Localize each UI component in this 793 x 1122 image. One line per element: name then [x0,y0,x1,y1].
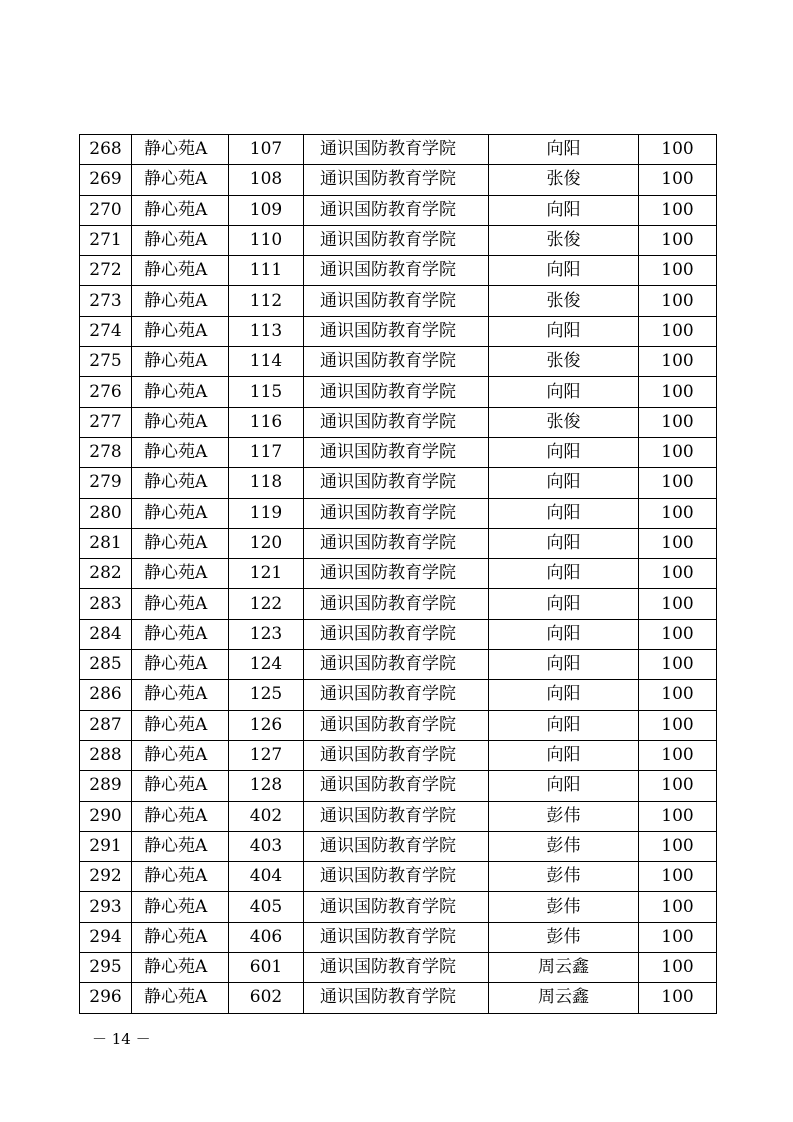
cell-building: 静心苑A [132,983,229,1013]
table-row [80,680,717,710]
cell-score: 100 [639,468,717,498]
cell-room-number: 115 [229,377,304,407]
cell-serial-number: 291 [80,831,132,861]
cell-room-number: 114 [229,347,304,377]
cell-inspector-name: 张俊 [489,347,639,377]
cell-score: 100 [639,498,717,528]
cell-serial-number: 296 [80,983,132,1013]
cell-inspector-name: 向阳 [489,256,639,286]
cell-score: 100 [639,135,717,165]
cell-room-number: 128 [229,771,304,801]
cell-college: 通识国防教育学院 [304,195,489,225]
cell-college: 通识国防教育学院 [304,892,489,922]
table-row [80,619,717,649]
cell-serial-number: 293 [80,892,132,922]
cell-score: 100 [639,922,717,952]
table-body [80,135,717,1014]
cell-serial-number: 273 [80,286,132,316]
cell-building: 静心苑A [132,831,229,861]
cell-building: 静心苑A [132,347,229,377]
cell-college: 通识国防教育学院 [304,316,489,346]
cell-inspector-name: 向阳 [489,650,639,680]
cell-serial-number: 280 [80,498,132,528]
cell-score: 100 [639,195,717,225]
cell-score: 100 [639,650,717,680]
cell-room-number: 403 [229,831,304,861]
cell-serial-number: 274 [80,316,132,346]
cell-score: 100 [639,165,717,195]
cell-college: 通识国防教育学院 [304,256,489,286]
cell-building: 静心苑A [132,922,229,952]
cell-building: 静心苑A [132,953,229,983]
cell-building: 静心苑A [132,892,229,922]
cell-room-number: 110 [229,225,304,255]
cell-inspector-name: 向阳 [489,498,639,528]
table-row [80,165,717,195]
cell-serial-number: 294 [80,922,132,952]
cell-room-number: 127 [229,740,304,770]
table-row [80,892,717,922]
cell-room-number: 109 [229,195,304,225]
cell-college: 通识国防教育学院 [304,710,489,740]
cell-inspector-name: 向阳 [489,195,639,225]
cell-college: 通识国防教育学院 [304,437,489,467]
table-row [80,831,717,861]
cell-score: 100 [639,407,717,437]
cell-building: 静心苑A [132,437,229,467]
cell-room-number: 118 [229,468,304,498]
table-row [80,559,717,589]
cell-room-number: 107 [229,135,304,165]
cell-serial-number: 271 [80,225,132,255]
cell-building: 静心苑A [132,195,229,225]
cell-inspector-name: 张俊 [489,286,639,316]
cell-college: 通识国防教育学院 [304,953,489,983]
cell-score: 100 [639,347,717,377]
table-row [80,468,717,498]
cell-inspector-name: 张俊 [489,165,639,195]
table-row [80,983,717,1013]
cell-college: 通识国防教育学院 [304,286,489,316]
table-row [80,528,717,558]
cell-inspector-name: 向阳 [489,528,639,558]
cell-building: 静心苑A [132,528,229,558]
cell-serial-number: 289 [80,771,132,801]
table-row [80,286,717,316]
cell-score: 100 [639,377,717,407]
cell-college: 通识国防教育学院 [304,498,489,528]
cell-inspector-name: 彭伟 [489,922,639,952]
cell-college: 通识国防教育学院 [304,922,489,952]
cell-room-number: 113 [229,316,304,346]
table-row [80,862,717,892]
table-row [80,771,717,801]
cell-college: 通识国防教育学院 [304,619,489,649]
cell-serial-number: 283 [80,589,132,619]
cell-score: 100 [639,286,717,316]
cell-score: 100 [639,740,717,770]
cell-building: 静心苑A [132,498,229,528]
cell-building: 静心苑A [132,559,229,589]
cell-room-number: 122 [229,589,304,619]
cell-inspector-name: 彭伟 [489,801,639,831]
table-row [80,740,717,770]
cell-inspector-name: 向阳 [489,135,639,165]
cell-inspector-name: 周云鑫 [489,953,639,983]
cell-serial-number: 292 [80,862,132,892]
table-row [80,498,717,528]
cell-score: 100 [639,892,717,922]
cell-inspector-name: 张俊 [489,225,639,255]
cell-room-number: 405 [229,892,304,922]
cell-college: 通识国防教育学院 [304,589,489,619]
table-row [80,256,717,286]
page-number: － 14 － [92,1030,151,1048]
cell-college: 通识国防教育学院 [304,407,489,437]
cell-serial-number: 284 [80,619,132,649]
cell-college: 通识国防教育学院 [304,135,489,165]
cell-building: 静心苑A [132,862,229,892]
table-row [80,347,717,377]
cell-inspector-name: 向阳 [489,740,639,770]
cell-building: 静心苑A [132,740,229,770]
cell-serial-number: 281 [80,528,132,558]
cell-serial-number: 268 [80,135,132,165]
cell-serial-number: 279 [80,468,132,498]
cell-serial-number: 282 [80,559,132,589]
cell-serial-number: 276 [80,377,132,407]
cell-room-number: 120 [229,528,304,558]
cell-inspector-name: 向阳 [489,468,639,498]
cell-room-number: 117 [229,437,304,467]
cell-building: 静心苑A [132,256,229,286]
cell-building: 静心苑A [132,710,229,740]
cell-room-number: 121 [229,559,304,589]
cell-inspector-name: 周云鑫 [489,983,639,1013]
cell-serial-number: 295 [80,953,132,983]
cell-college: 通识国防教育学院 [304,680,489,710]
cell-college: 通识国防教育学院 [304,831,489,861]
cell-room-number: 126 [229,710,304,740]
cell-serial-number: 270 [80,195,132,225]
cell-room-number: 116 [229,407,304,437]
cell-inspector-name: 向阳 [489,619,639,649]
cell-college: 通识国防教育学院 [304,801,489,831]
cell-college: 通识国防教育学院 [304,225,489,255]
cell-college: 通识国防教育学院 [304,650,489,680]
cell-score: 100 [639,528,717,558]
cell-score: 100 [639,983,717,1013]
cell-room-number: 125 [229,680,304,710]
cell-inspector-name: 向阳 [489,377,639,407]
cell-building: 静心苑A [132,225,229,255]
cell-inspector-name: 向阳 [489,589,639,619]
table-row [80,377,717,407]
table-row [80,316,717,346]
cell-serial-number: 287 [80,710,132,740]
table-row [80,922,717,952]
cell-score: 100 [639,316,717,346]
cell-serial-number: 278 [80,437,132,467]
cell-room-number: 404 [229,862,304,892]
cell-room-number: 112 [229,286,304,316]
table-row [80,225,717,255]
cell-building: 静心苑A [132,468,229,498]
table-row [80,801,717,831]
cell-room-number: 108 [229,165,304,195]
cell-score: 100 [639,801,717,831]
cell-college: 通识国防教育学院 [304,528,489,558]
cell-serial-number: 275 [80,347,132,377]
cell-serial-number: 272 [80,256,132,286]
cell-score: 100 [639,831,717,861]
cell-building: 静心苑A [132,377,229,407]
table-row [80,407,717,437]
cell-score: 100 [639,559,717,589]
cell-serial-number: 288 [80,740,132,770]
cell-building: 静心苑A [132,589,229,619]
cell-serial-number: 269 [80,165,132,195]
cell-inspector-name: 向阳 [489,710,639,740]
table-row [80,437,717,467]
table-row [80,135,717,165]
cell-building: 静心苑A [132,650,229,680]
cell-building: 静心苑A [132,771,229,801]
cell-building: 静心苑A [132,316,229,346]
cell-room-number: 123 [229,619,304,649]
cell-score: 100 [639,619,717,649]
cell-score: 100 [639,771,717,801]
cell-building: 静心苑A [132,407,229,437]
cell-inspector-name: 向阳 [489,680,639,710]
cell-college: 通识国防教育学院 [304,377,489,407]
cell-inspector-name: 彭伟 [489,831,639,861]
cell-college: 通识国防教育学院 [304,983,489,1013]
cell-room-number: 111 [229,256,304,286]
cell-college: 通识国防教育学院 [304,771,489,801]
cell-score: 100 [639,256,717,286]
table-row [80,710,717,740]
cell-room-number: 602 [229,983,304,1013]
dormitory-score-table [79,134,717,1014]
cell-score: 100 [639,953,717,983]
cell-inspector-name: 向阳 [489,771,639,801]
table-row [80,195,717,225]
cell-college: 通识国防教育学院 [304,165,489,195]
cell-college: 通识国防教育学院 [304,468,489,498]
cell-score: 100 [639,437,717,467]
cell-building: 静心苑A [132,135,229,165]
cell-inspector-name: 向阳 [489,316,639,346]
cell-building: 静心苑A [132,619,229,649]
cell-inspector-name: 向阳 [489,559,639,589]
cell-serial-number: 286 [80,680,132,710]
cell-room-number: 406 [229,922,304,952]
cell-inspector-name: 向阳 [489,437,639,467]
cell-serial-number: 277 [80,407,132,437]
cell-college: 通识国防教育学院 [304,559,489,589]
cell-college: 通识国防教育学院 [304,347,489,377]
cell-inspector-name: 彭伟 [489,862,639,892]
cell-room-number: 402 [229,801,304,831]
cell-serial-number: 285 [80,650,132,680]
cell-building: 静心苑A [132,165,229,195]
cell-serial-number: 290 [80,801,132,831]
cell-score: 100 [639,862,717,892]
table-row [80,589,717,619]
cell-building: 静心苑A [132,680,229,710]
cell-room-number: 601 [229,953,304,983]
cell-room-number: 124 [229,650,304,680]
cell-room-number: 119 [229,498,304,528]
cell-score: 100 [639,589,717,619]
table-row [80,650,717,680]
cell-score: 100 [639,710,717,740]
cell-building: 静心苑A [132,801,229,831]
table-row [80,953,717,983]
cell-college: 通识国防教育学院 [304,862,489,892]
cell-inspector-name: 彭伟 [489,892,639,922]
cell-college: 通识国防教育学院 [304,740,489,770]
cell-score: 100 [639,680,717,710]
cell-inspector-name: 张俊 [489,407,639,437]
cell-score: 100 [639,225,717,255]
cell-building: 静心苑A [132,286,229,316]
